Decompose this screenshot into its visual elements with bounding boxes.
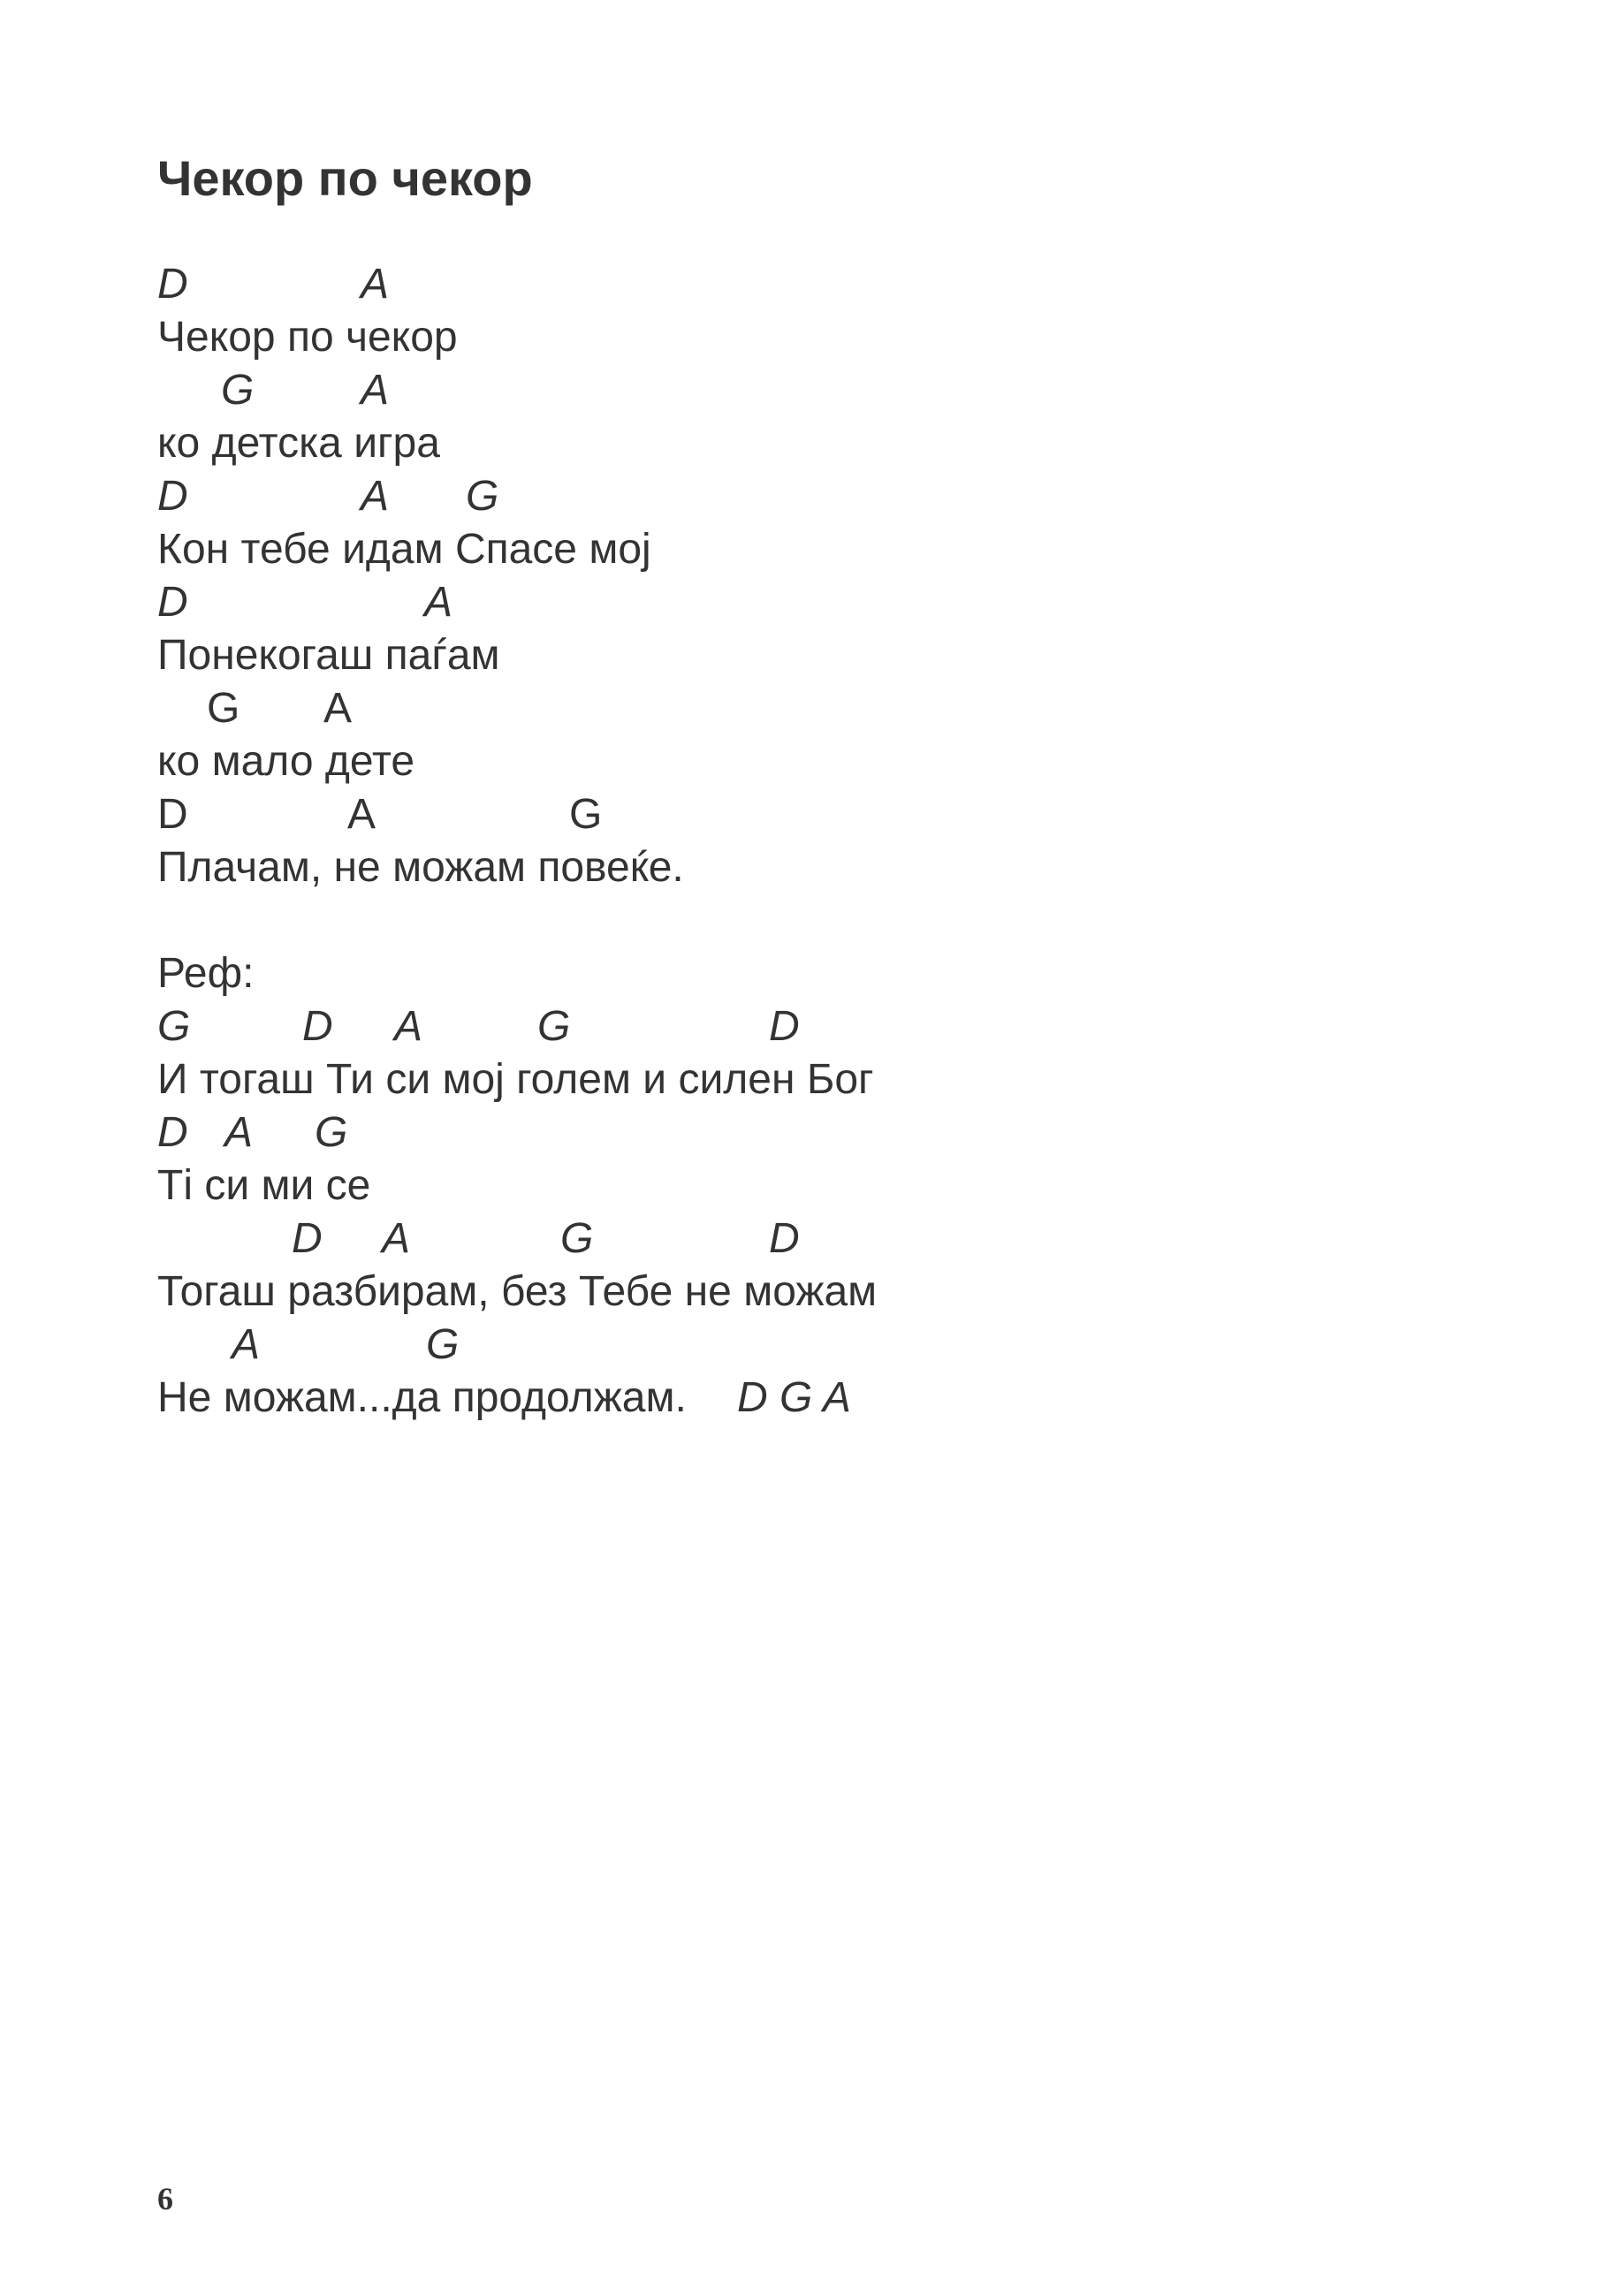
trailing-chords: D G A	[737, 1374, 851, 1421]
chord-symbol: G	[157, 1003, 191, 1050]
chord-symbol: D	[157, 791, 188, 838]
chord-symbol: G	[466, 473, 499, 520]
lyric-line: Тогаш разбирам, без Тебе не можам	[157, 1268, 878, 1315]
song-title: Чекор по чекор	[157, 150, 533, 206]
chord-symbol: G	[315, 1109, 348, 1156]
chord-symbol: D	[292, 1215, 323, 1262]
chord-symbol: A	[394, 1003, 423, 1050]
chord-symbol: D	[157, 473, 188, 520]
chord-symbol: D	[157, 261, 188, 308]
page-number: 6	[157, 2181, 173, 2216]
chord-symbol: G	[221, 367, 255, 414]
lyric-line: Чекор по чекор	[157, 314, 458, 361]
chord-symbol: G	[207, 685, 240, 732]
chord-symbol: G	[537, 1003, 571, 1050]
chord-symbol: D	[302, 1003, 333, 1050]
chord-symbol: D	[157, 579, 188, 626]
lyric-line: Реф:	[157, 950, 255, 997]
chord-symbol: A	[232, 1321, 261, 1368]
chord-symbol: A	[361, 261, 390, 308]
chord-symbol: A	[347, 791, 376, 838]
chord-symbol: A	[361, 473, 390, 520]
chord-symbol: A	[224, 1109, 254, 1156]
chord-symbol: D	[769, 1003, 800, 1050]
chord-symbol: A	[361, 367, 390, 414]
chord-symbol: A	[424, 579, 453, 626]
lyric-line: ко детска игра	[157, 420, 440, 467]
lyric-line: Не можам...да продолжам.	[157, 1374, 687, 1421]
chord-symbol: A	[323, 685, 353, 732]
chord-symbol: G	[560, 1215, 594, 1262]
chord-symbol: A	[382, 1215, 411, 1262]
lyric-line: И тогаш Ти си мој голем и силен Бог	[157, 1056, 874, 1103]
lyric-line: Плачам, не можам повеќе.	[157, 844, 684, 891]
chord-symbol: D	[769, 1215, 800, 1262]
lyric-line: ко мало дете	[157, 738, 415, 785]
lyric-line: Кон тебе идам Спасе мој	[157, 526, 651, 573]
lyric-line: Понекогаш паѓам	[157, 632, 500, 679]
chord-symbol: G	[426, 1321, 460, 1368]
chord-symbol: D	[157, 1109, 188, 1156]
lyric-line: Ті си ми се	[157, 1162, 371, 1209]
chord-symbol: G	[569, 791, 603, 838]
